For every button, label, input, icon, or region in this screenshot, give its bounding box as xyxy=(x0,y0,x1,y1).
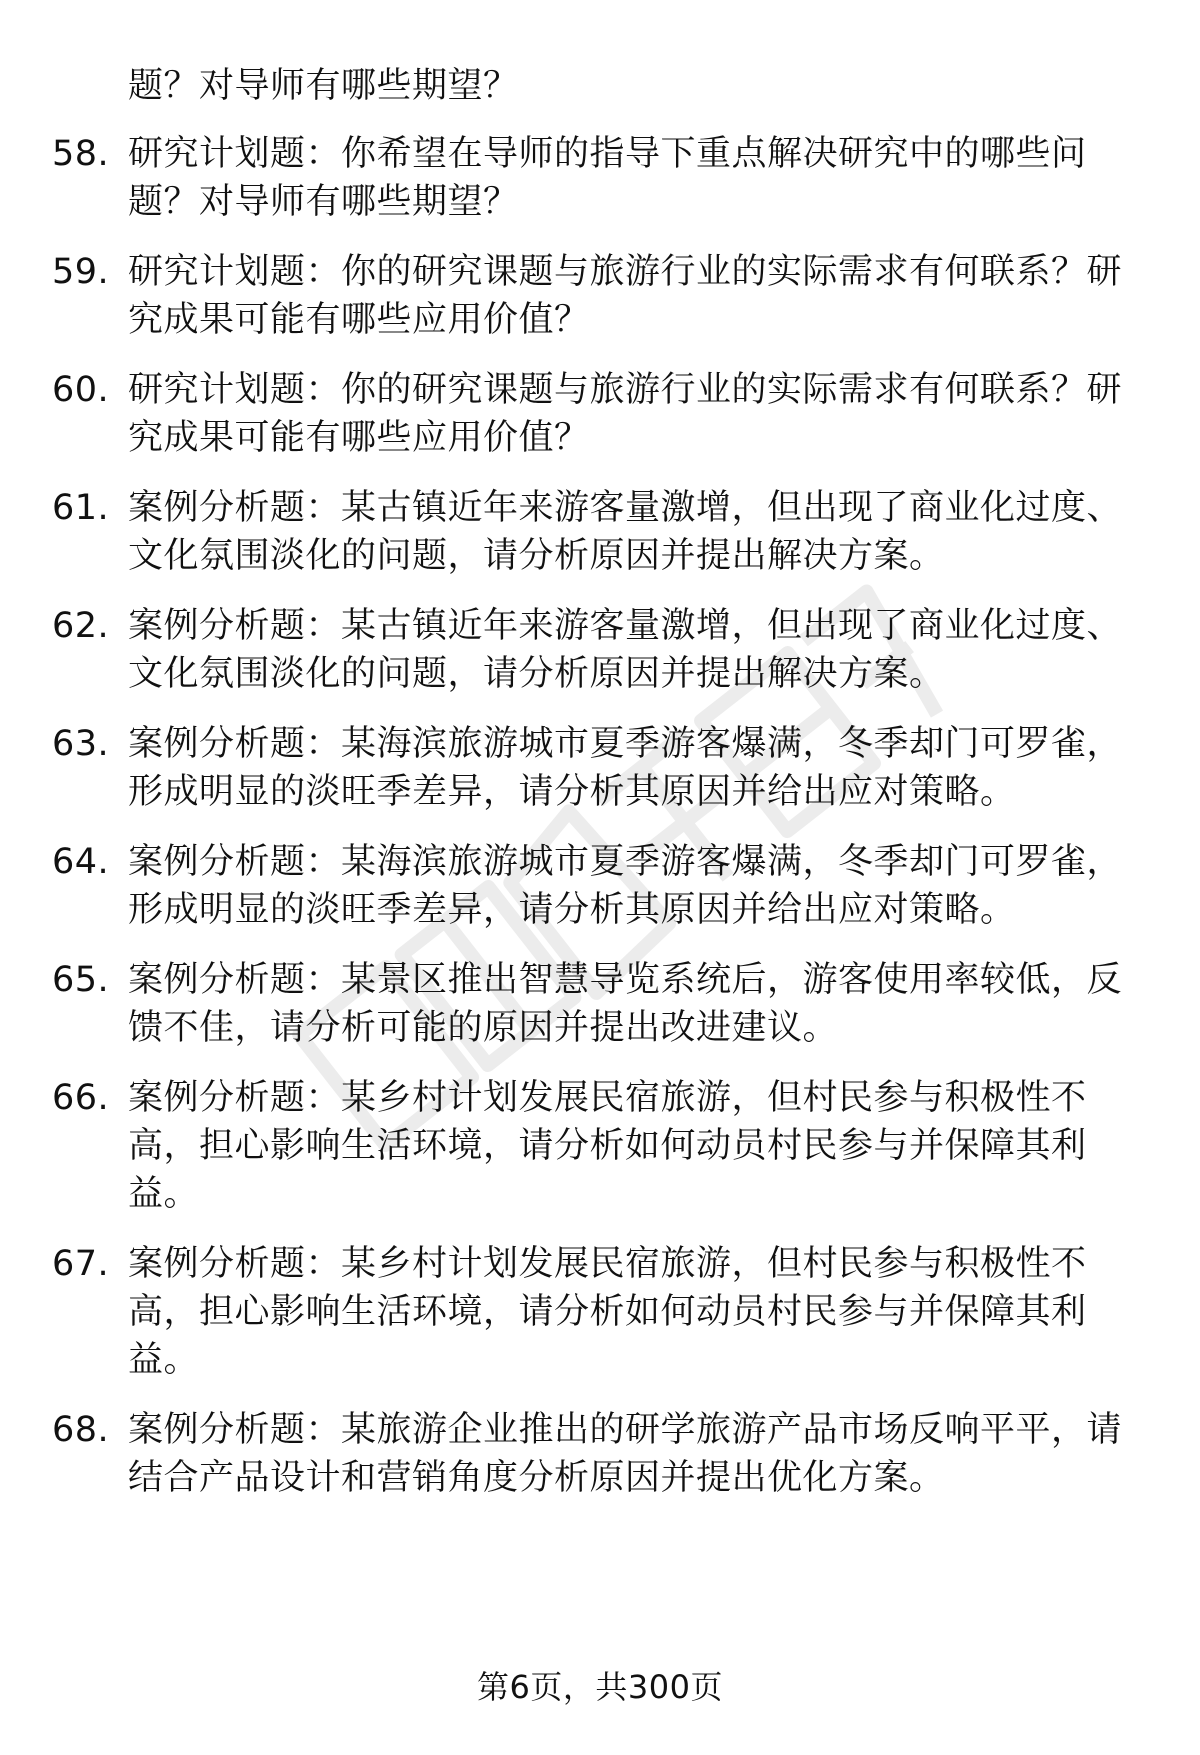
question-text-line: 益。 xyxy=(128,1174,200,1214)
question-number: 66. xyxy=(52,1078,110,1118)
question-text-line: 案例分析题：某乡村计划发展民宿旅游，但村民参与积极性不 xyxy=(128,1244,1087,1284)
question-text-line: 形成明显的淡旺季差异，请分析其原因并给出应对策略。 xyxy=(128,890,1016,930)
question-text-line: 案例分析题：某海滨旅游城市夏季游客爆满，冬季却门可罗雀， xyxy=(128,842,1123,882)
question-text-line: 究成果可能有哪些应用价值？ xyxy=(128,418,590,458)
question-text-line: 结合产品设计和营销角度分析原因并提出优化方案。 xyxy=(128,1458,945,1498)
page-footer: 第6页，共300页 xyxy=(477,1668,723,1706)
question-number: 61. xyxy=(52,488,110,528)
question-text-line: 高，担心影响生活环境，请分析如何动员村民参与并保障其利 xyxy=(128,1126,1087,1166)
question-number: 67. xyxy=(52,1244,110,1284)
question-number: 68. xyxy=(52,1410,110,1450)
question-text-line: 形成明显的淡旺季差异，请分析其原因并给出应对策略。 xyxy=(128,772,1016,812)
question-text-line: 案例分析题：某乡村计划发展民宿旅游，但村民参与积极性不 xyxy=(128,1078,1087,1118)
question-text-line: 案例分析题：某海滨旅游城市夏季游客爆满，冬季却门可罗雀， xyxy=(128,724,1123,764)
question-text-line: 究成果可能有哪些应用价值？ xyxy=(128,300,590,340)
question-text-line: 研究计划题：你希望在导师的指导下重点解决研究中的哪些问 xyxy=(128,134,1087,174)
question-text-line: 研究计划题：你的研究课题与旅游行业的实际需求有何联系？研 xyxy=(128,370,1123,410)
question-text-line: 题？对导师有哪些期望？ xyxy=(128,182,519,222)
question-text-line: 案例分析题：某古镇近年来游客量激增，但出现了商业化过度、 xyxy=(128,606,1123,646)
continuation-text: 题？对导师有哪些期望？ xyxy=(128,66,519,106)
question-number: 60. xyxy=(52,370,110,410)
question-number: 65. xyxy=(52,960,110,1000)
question-number: 59. xyxy=(52,252,110,292)
question-text-line: 案例分析题：某古镇近年来游客量激增，但出现了商业化过度、 xyxy=(128,488,1123,528)
question-text-line: 案例分析题：某景区推出智慧导览系统后，游客使用率较低，反 xyxy=(128,960,1123,1000)
question-text-line: 案例分析题：某旅游企业推出的研学旅游产品市场反响平平，请 xyxy=(128,1410,1123,1450)
question-number: 58. xyxy=(52,134,110,174)
question-text-line: 馈不佳，请分析可能的原因并提出改进建议。 xyxy=(128,1008,839,1048)
question-text-line: 高，担心影响生活环境，请分析如何动员村民参与并保障其利 xyxy=(128,1292,1087,1332)
question-text-line: 研究计划题：你的研究课题与旅游行业的实际需求有何联系？研 xyxy=(128,252,1123,292)
question-text-line: 文化氛围淡化的问题，请分析原因并提出解决方案。 xyxy=(128,654,945,694)
question-number: 64. xyxy=(52,842,110,882)
question-text-line: 益。 xyxy=(128,1340,200,1380)
question-number: 62. xyxy=(52,606,110,646)
question-number: 63. xyxy=(52,724,110,764)
question-text-line: 文化氛围淡化的问题，请分析原因并提出解决方案。 xyxy=(128,536,945,576)
